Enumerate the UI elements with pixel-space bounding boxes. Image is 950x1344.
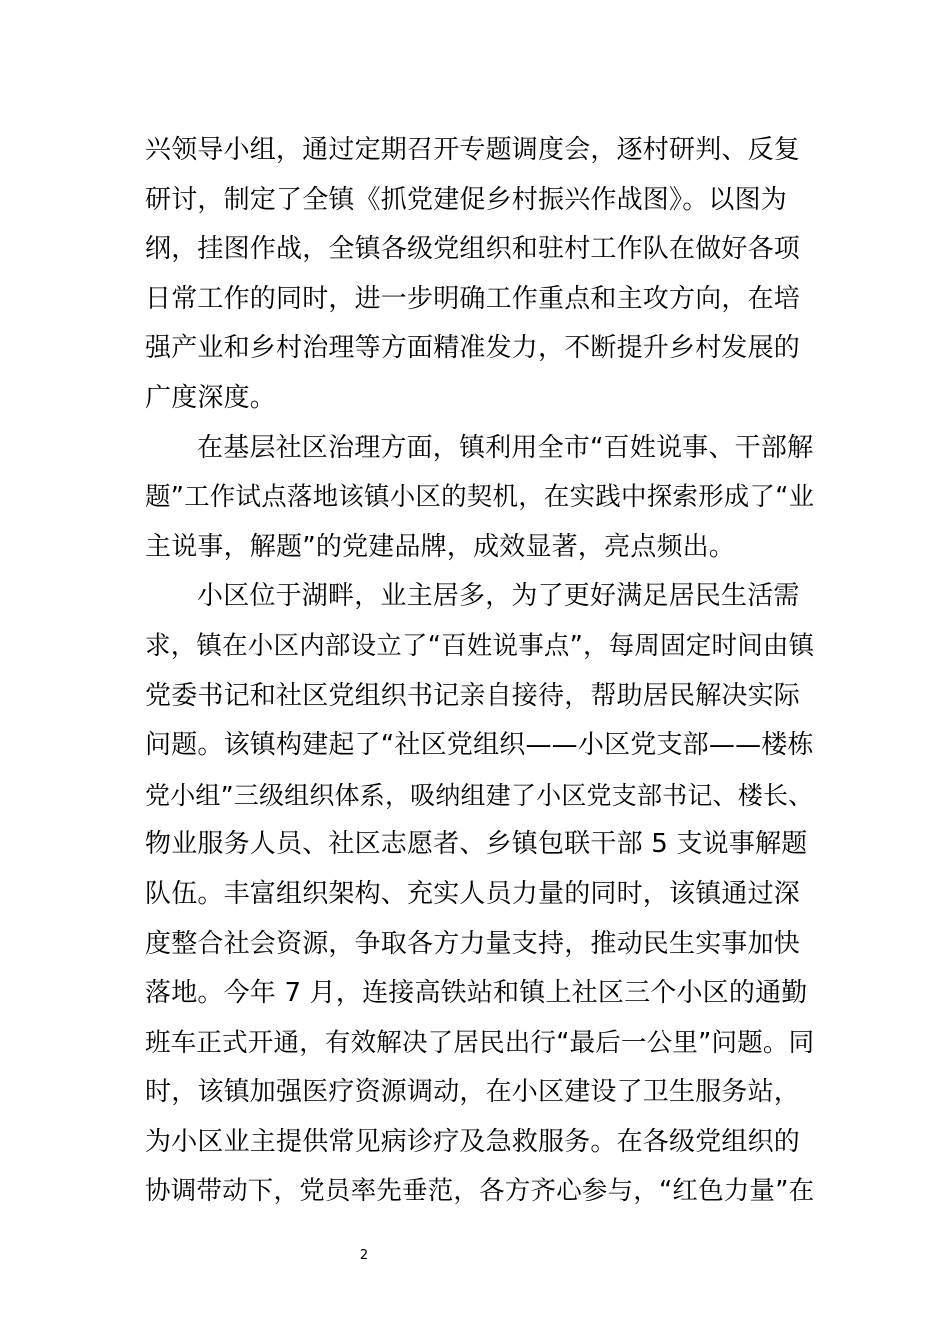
text-line: 强产业和乡村治理等方面精准发力，不断提升乡村发展的 [145,333,801,364]
text-line: 主说事，解题”的党建品牌，成效显著，亮点频出。 [145,531,736,562]
paragraph-first-line: 在基层社区治理方面，镇利用全市“百姓说事、干部解 [197,432,814,463]
text-line: 队伍。丰富组织架构、充实人员力量的同时，该镇通过深 [145,878,801,909]
text-line: 兴领导小组，通过定期召开专题调度会，逐村研判、反复 [145,135,801,165]
text-line: 物业服务人员、社区志愿者、乡镇包联干部 5 支说事解题 [145,829,808,860]
text-line: 班车正式开通，有效解决了居民出行“最后一公里”问题。同 [145,1027,815,1058]
text-line: 为小区业主提供常见病诊疗及急救服务。在各级党组织的 [145,1126,801,1157]
text-line: 问题。该镇构建起了“社区党组织——小区党支部——楼栋 [145,730,814,761]
text-line: 题”工作试点落地该镇小区的契机，在实践中探索形成了“业 [145,482,815,513]
text-line: 度整合社会资源，争取各方力量支持，推动民生实事加快 [145,928,801,959]
text-line: 党委书记和社区党组织书记亲自接待，帮助居民解决实际 [145,680,801,711]
text-line: 协调带动下，党员率先垂范，各方齐心参与，“红色力量”在 [145,1176,815,1207]
text-line: 求，镇在小区内部设立了“百姓说事点”，每周固定时间由镇 [145,630,815,661]
page-number: 2 [359,1248,369,1263]
text-line: 研讨，制定了全镇《抓党建促乡村振兴作战图》。以图为 [145,184,788,215]
text-line: 党小组”三级组织体系，吸纳组建了小区党支部书记、楼长、 [145,780,814,810]
text-line: 广度深度。 [145,382,277,413]
text-line: 日常工作的同时，进一步明确工作重点和主攻方向，在培 [145,283,801,314]
body-text [145,126,825,1217]
text-line: 时，该镇加强医疗资源调动，在小区建设了卫生服务站， [145,1077,801,1108]
paragraph-first-line: 小区位于湖畔，业主居多，为了更好满足居民生活需 [197,581,800,612]
text-line: 纲，挂图作战，全镇各级党组织和驻村工作队在做好各项 [145,234,801,265]
text-line: 落地。今年 7 月，连接高铁站和镇上社区三个小区的通勤 [145,978,808,1009]
